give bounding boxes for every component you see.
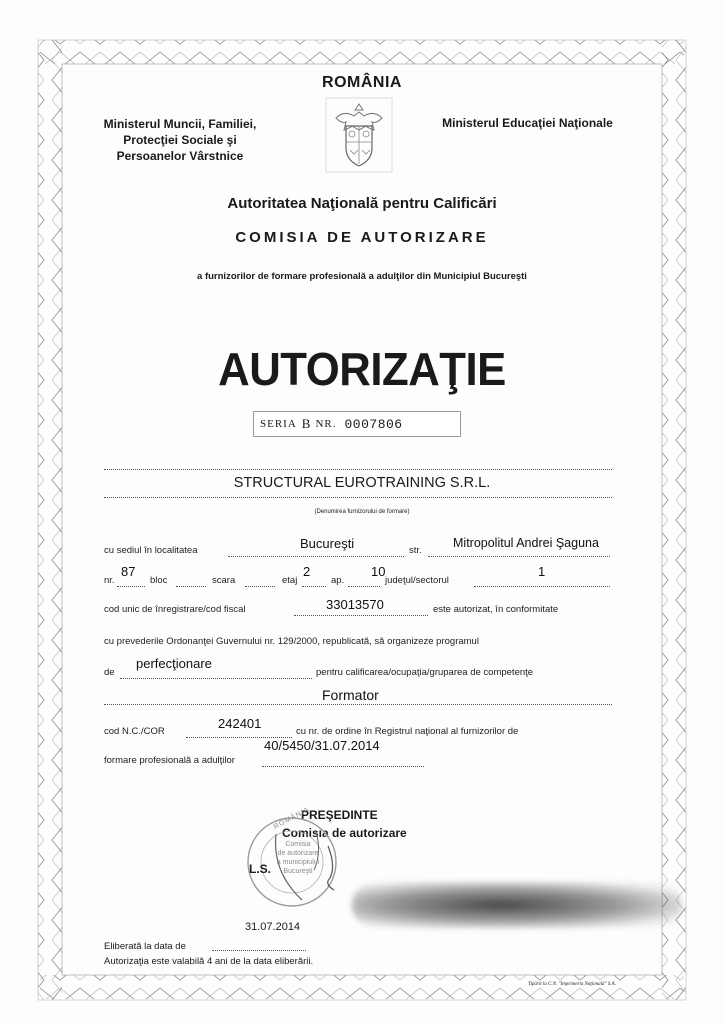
scara-label: scara	[212, 575, 236, 586]
law-text: cu prevederile Ordonanţei Guvernului nr. 129/2000, republicată, să organizeze programul	[104, 636, 479, 647]
stamp-line-3: a municipiului	[276, 859, 320, 866]
redacted-signature-area	[352, 882, 682, 928]
program-label: de	[104, 667, 115, 678]
occupation-line	[104, 704, 612, 705]
etaj-label: etaj	[282, 575, 298, 586]
sector-value: 1	[538, 564, 546, 579]
coat-of-arms-icon	[324, 96, 394, 174]
ap-label: ap.	[331, 575, 345, 586]
scara-line	[245, 586, 275, 587]
printer-mark: Tipărit la C.N. "Imprimeria Naţională" S.A.	[528, 982, 616, 987]
validity-text: Autorizaţia este valabilă 4 ani de la data eliberării.	[104, 956, 314, 967]
registry-line	[262, 766, 424, 767]
bloc-line	[176, 586, 206, 587]
etaj-line	[302, 586, 326, 587]
nr-line	[117, 586, 145, 587]
sector-line	[474, 586, 610, 587]
ls-mark: L.S.	[249, 862, 272, 876]
commission-subtitle: a furnizorilor de formare profesională a adulţilor din Municipiul Bucureşti	[197, 271, 527, 282]
president-subtitle: Comisia de autorizare	[282, 826, 407, 840]
company-caption: (Denumirea furnizorului de formare)	[314, 509, 410, 515]
stamp-outer-text: ROMÂNIA	[272, 806, 311, 831]
company-name: STRUCTURAL EUROTRAINING S.R.L.	[233, 475, 491, 491]
registry-value: 40/5450/31.07.2014	[264, 738, 380, 753]
ministry-labor-line-1: Ministerul Muncii, Familiei,	[103, 117, 257, 131]
ministry-labor-line-2: Protecţiei Sociale şi	[123, 133, 237, 147]
seat-label: cu sediul în localitatea	[104, 545, 198, 556]
serial-series: B	[301, 416, 311, 431]
president-title: PREŞEDINTE	[301, 808, 378, 822]
city-value: Bucureşti	[300, 536, 355, 551]
bloc-label: bloc	[150, 575, 168, 586]
cui-line	[294, 615, 428, 616]
issued-date-value: 31.07.2014	[245, 921, 301, 933]
cui-label: cod unic de înregistrare/cod fiscal	[104, 604, 246, 615]
ap-value: 10	[371, 564, 386, 579]
ap-line	[348, 586, 380, 587]
occupation-value: Formator	[322, 687, 379, 703]
nr-label: nr.	[104, 575, 115, 586]
stamp-line-1: Comisia	[285, 841, 311, 848]
document-title: AUTORIZAŢIE	[218, 343, 506, 395]
cor-label: cod N.C./COR	[104, 726, 165, 737]
street-label: str.	[409, 545, 422, 556]
stamp-line-2: de autorizare	[277, 850, 319, 857]
program-after-text: pentru calificarea/ocupaţia/gruparea de competenţe	[316, 667, 534, 678]
street-value: Mitropolitul Andrei Şaguna	[453, 536, 599, 550]
judet-label: judeţul/sectorul	[385, 575, 449, 586]
serial-number: 0007806	[344, 416, 403, 432]
program-value: perfecţionare	[136, 656, 212, 671]
ministry-labor-line-3: Persoanelor Vârstnice	[116, 149, 244, 163]
city-line	[228, 556, 404, 557]
program-line	[120, 678, 312, 679]
company-underline	[104, 497, 612, 498]
authority-name: Autoritatea Naţională pentru Calificări	[227, 195, 497, 212]
country-title: ROMÂNIA	[322, 74, 402, 91]
cor-value: 242401	[218, 716, 262, 731]
issued-date-line	[212, 950, 306, 951]
cui-value: 33013570	[326, 597, 384, 612]
ministry-education: Ministerul Educaţiei Naţionale	[442, 116, 613, 130]
stamp-inner-text	[262, 840, 334, 876]
registry-label: formare profesională a adulţilor	[104, 755, 235, 766]
divider	[104, 469, 612, 470]
stamp-line-4: Bucureşti	[283, 868, 313, 875]
ministry-labor	[70, 116, 290, 164]
cui-after-text: este autorizat, în conformitate	[433, 604, 559, 615]
cor-after-text: cu nr. de ordine în Registrul naţional al furnizorilor de	[296, 726, 519, 737]
serial-number-box	[253, 411, 461, 437]
serial-number-label: NR.	[315, 418, 337, 430]
issued-label: Eliberată la data de	[104, 941, 186, 952]
nr-value: 87	[121, 564, 136, 579]
etaj-value: 2	[303, 564, 311, 579]
serial-series-label: SERIA	[260, 418, 297, 430]
street-line	[428, 556, 610, 557]
commission-name: COMISIA DE AUTORIZARE	[235, 229, 489, 246]
